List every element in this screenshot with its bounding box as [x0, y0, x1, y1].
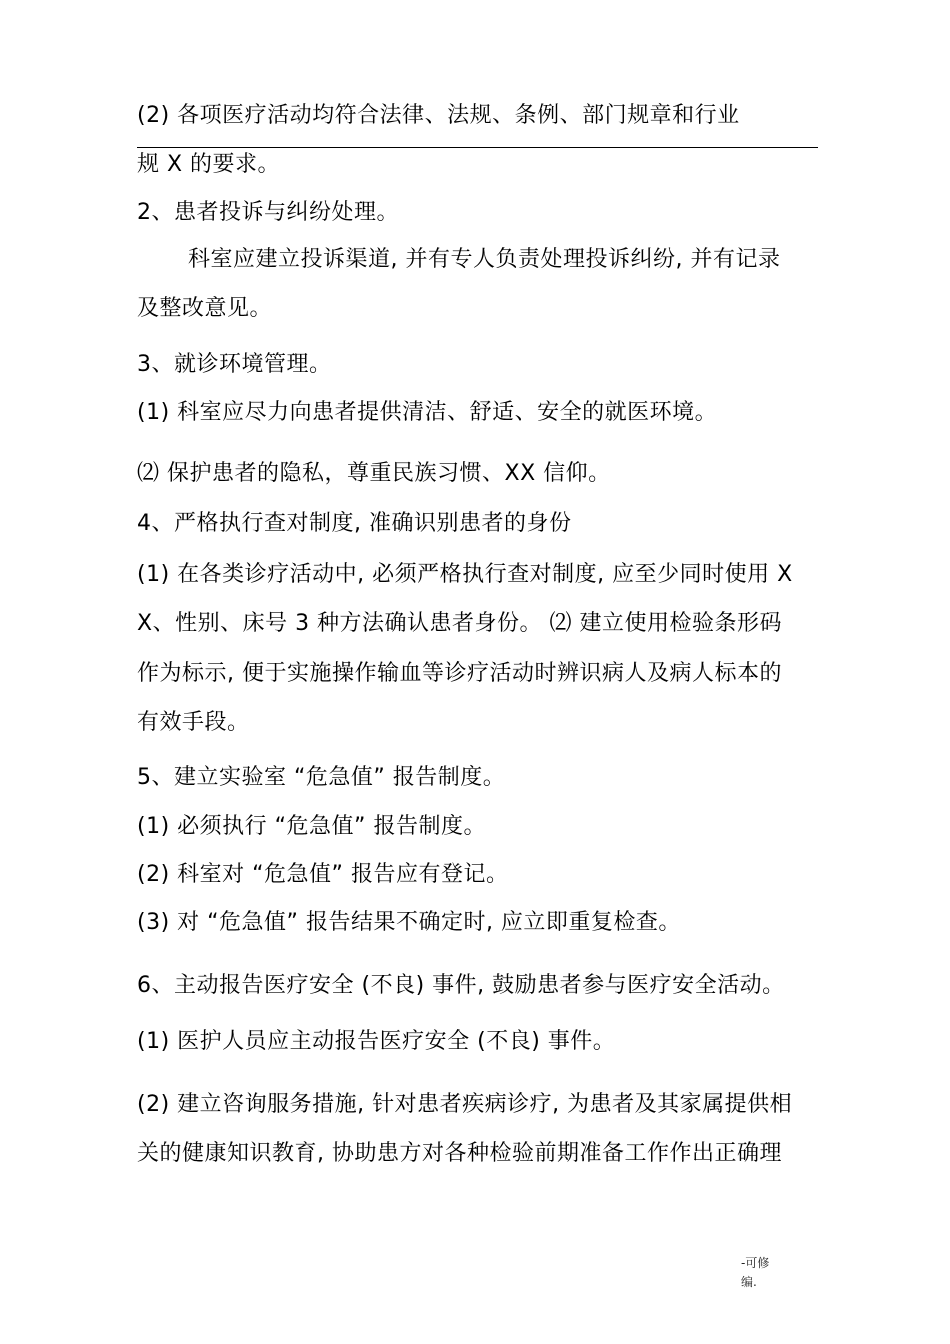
section-heading-4: 4、严格执行查对制度, 准确识别患者的身份 [137, 511, 572, 536]
horizontal-rule [137, 147, 818, 148]
text-line-15: (1) 必须执行 “危急值” 报告制度。 [137, 814, 486, 839]
text-line-1: (2) 各项医疗活动均符合法律、法规、条例、部门规章和行业 [137, 103, 740, 128]
text-line-10: (1) 在各类诊疗活动中, 必须严格执行查对制度, 应至少同时使用 X [137, 562, 793, 587]
text-line-2: 规 X 的要求。 [137, 152, 281, 177]
text-line-5: 及整改意见。 [137, 296, 273, 321]
text-line-19: (1) 医护人员应主动报告医疗安全 (不良) 事件。 [137, 1029, 616, 1054]
text-line-20: (2) 建立咨询服务措施, 针对患者疾病诊疗, 为患者及其家属提供相 [137, 1092, 793, 1117]
footer-note-line2: 编. [741, 1275, 757, 1289]
text-line-16: (2) 科室对 “危急值” 报告应有登记。 [137, 862, 509, 887]
text-line-21: 关的健康知识教育, 协助患方对各种检验前期准备工作作出正确理 [137, 1141, 782, 1166]
text-line-4: 科室应建立投诉渠道, 并有专人负责处理投诉纠纷, 并有记录 [188, 247, 781, 272]
section-heading-2: 2、患者投诉与纠纷处理。 [137, 200, 399, 225]
text-line-11: X、性别、床号 3 种方法确认患者身份。 ⑵ 建立使用检验条形码 [137, 611, 783, 636]
section-heading-6: 6、主动报告医疗安全 (不良) 事件, 鼓励患者参与医疗安全活动。 [137, 973, 785, 998]
text-line-12: 作为标示, 便于实施操作输血等诊疗活动时辨识病人及病人标本的 [137, 661, 782, 686]
section-heading-5: 5、建立实验室 “危急值” 报告制度。 [137, 765, 506, 790]
footer-note-line1: -可修 [741, 1256, 770, 1270]
text-line-17: (3) 对 “危急值” 报告结果不确定时, 应立即重复检查。 [137, 910, 681, 935]
text-line-7: (1) 科室应尽力向患者提供清洁、舒适、安全的就医环境。 [137, 400, 718, 425]
section-heading-3: 3、就诊环境管理。 [137, 352, 332, 377]
text-line-13: 有效手段。 [137, 710, 250, 735]
text-line-8: ⑵ 保护患者的隐私，尊重民族习惯、XX 信仰。 [137, 461, 611, 486]
